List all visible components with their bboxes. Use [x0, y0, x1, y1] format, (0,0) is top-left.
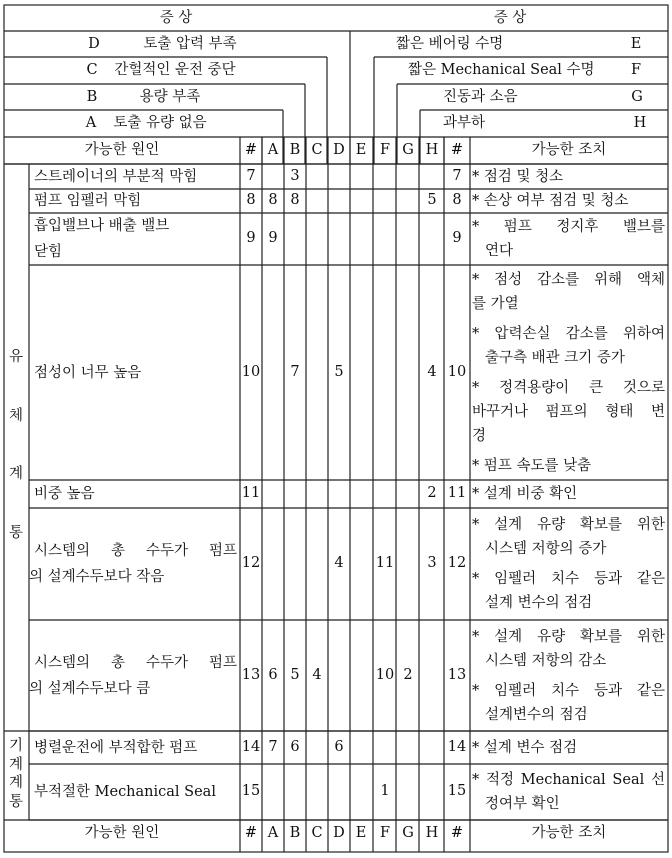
footer-header-cause: 가능한 원인 — [84, 825, 160, 841]
cause-text: 시스템의 총 수두가 펌프 — [34, 654, 237, 671]
symptom-mark-a: 6 — [268, 666, 278, 683]
symptom-mark-h: 4 — [427, 363, 437, 380]
column-header-g: G — [402, 142, 414, 158]
action-item — [472, 215, 665, 263]
action-cell — [472, 513, 665, 615]
action-cell — [472, 168, 665, 186]
action-text: * 설계 유량 확보를 위한 — [472, 628, 665, 645]
symptom-name-d: 토출 압력 부족 — [143, 36, 237, 52]
symptom-mark-f: 10 — [375, 666, 395, 683]
symptom-code-d: D — [88, 36, 100, 52]
group-label-char: 계 — [9, 775, 24, 791]
symptom-name-e: 짧은 베어링 수명 — [396, 36, 504, 52]
action-item — [472, 739, 665, 757]
symptom-mark-g: 2 — [403, 666, 413, 683]
cause-number: 13 — [447, 666, 467, 683]
cause-text: 점성이 너무 높음 — [34, 364, 142, 381]
footer-header-a: A — [267, 825, 279, 841]
action-text: * 정격용량이 큰 것으로 — [472, 379, 665, 396]
cause-text: 시스템의 총 수두가 펌프 — [34, 543, 237, 559]
symptom-mark-a: 9 — [268, 230, 278, 246]
action-item — [472, 454, 665, 478]
column-header-d: D — [333, 142, 345, 158]
cause-number: 14 — [447, 738, 467, 755]
cause-cell — [34, 783, 237, 801]
cause-number: 10 — [447, 363, 467, 380]
column-header-b: B — [289, 142, 301, 158]
symptom-mark-f: 11 — [375, 555, 395, 571]
cause-cell — [34, 213, 237, 265]
action-item — [472, 376, 665, 448]
action-text: * 설계 비중 확인 — [472, 486, 578, 502]
symptom-mark-b: 5 — [290, 666, 300, 683]
action-text: 설계변수의 점검 — [485, 706, 588, 723]
action-text: 시스템 저항의 감소 — [485, 652, 607, 669]
symptom-mark-d: 6 — [334, 738, 344, 755]
action-text: 정여부 확인 — [485, 796, 560, 812]
action-text: 연다 — [485, 243, 514, 259]
cause-number: 12 — [241, 555, 261, 571]
cause-text: 닫힘 — [34, 244, 63, 260]
action-text: * 펌프 속도를 낮춤 — [472, 457, 592, 474]
action-item — [472, 168, 665, 186]
group-label-char: 기 — [9, 738, 24, 754]
footer-header-act: 가능한 조치 — [531, 825, 607, 841]
cause-text: 부적절한 Mechanical Seal — [34, 784, 216, 800]
action-cell — [472, 768, 665, 816]
action-text: * 압력손실 감소를 위하여 — [472, 325, 665, 342]
action-text: * 임펠러 치수 등과 같은 — [472, 571, 665, 587]
action-text: * 임펠러 치수 등과 같은 — [472, 682, 665, 699]
cause-cell — [34, 739, 237, 757]
action-cell — [472, 192, 665, 210]
symptom-mark-f: 1 — [380, 783, 390, 799]
cause-cell — [29, 538, 237, 590]
action-item — [472, 192, 665, 210]
symptom-name-c: 간헐적인 운전 중단 — [114, 62, 236, 78]
column-header-f: F — [379, 142, 391, 158]
column-header-num: # — [244, 142, 258, 158]
column-header-act: 가능한 조치 — [531, 142, 607, 158]
footer-header-num2: # — [450, 825, 464, 841]
cause-number: 9 — [246, 230, 256, 246]
group-label-char: 통 — [9, 524, 24, 541]
symptom-header-right: 증 상 — [493, 10, 527, 26]
symptom-mark-d: 5 — [334, 363, 344, 380]
action-item — [472, 567, 665, 615]
cause-text: 의 설계수두보다 작음 — [29, 569, 165, 585]
action-text: * 점성 감소를 위해 액체 — [472, 271, 665, 288]
action-text: * 설계 변수 점검 — [472, 739, 578, 756]
cause-cell — [34, 192, 237, 210]
group-label-char: 통 — [9, 793, 24, 810]
cause-number: 7 — [452, 167, 462, 184]
symptom-mark-c: 4 — [312, 666, 322, 683]
cause-text: 의 설계수두보다 큼 — [29, 680, 151, 697]
action-text: * 설계 유량 확보를 위한 — [472, 517, 665, 533]
symptom-code-b: B — [86, 89, 98, 105]
cause-cell — [34, 168, 237, 186]
cause-cell — [34, 485, 237, 503]
action-text: 바꾸거나 펌프의 형태 변 — [472, 403, 665, 420]
symptom-code-e: E — [630, 36, 642, 52]
footer-header-f: F — [379, 825, 391, 841]
group-label-char: 계 — [9, 756, 24, 773]
cause-text: 병렬운전에 부적합한 펌프 — [34, 739, 198, 756]
action-text: * 펌프 정지후 밸브를 — [472, 219, 665, 235]
cause-text: 비중 높음 — [34, 486, 95, 502]
action-item — [472, 485, 665, 503]
symptom-mark-h: 5 — [427, 192, 437, 208]
symptom-name-g: 진동과 소음 — [443, 89, 518, 105]
footer-header-h: H — [425, 825, 439, 841]
symptom-code-h: H — [633, 115, 647, 131]
cause-number: 13 — [241, 666, 261, 683]
column-header-cause: 가능한 원인 — [84, 142, 160, 158]
cause-text: 펌프 임펠러 막힘 — [34, 193, 142, 209]
symptom-mark-b: 7 — [290, 363, 300, 380]
action-text: 출구측 배관 크기 증가 — [485, 349, 625, 366]
action-cell — [472, 268, 665, 478]
cause-number: 10 — [241, 363, 261, 380]
action-item — [472, 679, 665, 727]
symptom-mark-h: 2 — [427, 485, 437, 501]
column-header-h: H — [425, 142, 439, 158]
symptom-code-c: C — [86, 62, 98, 78]
footer-header-g: G — [402, 825, 414, 841]
cause-number: 15 — [241, 783, 261, 799]
footer-header-num: # — [244, 825, 258, 841]
symptom-mark-h: 3 — [427, 555, 437, 571]
action-item — [472, 625, 665, 673]
symptom-name-b: 용량 부족 — [139, 89, 201, 105]
column-header-e: E — [355, 142, 367, 158]
action-item — [472, 513, 665, 561]
symptom-code-g: G — [631, 89, 643, 105]
symptom-mark-a: 8 — [268, 192, 278, 208]
action-text: * 적정 Mechanical Seal 선 — [472, 772, 665, 788]
action-text: 경 — [472, 427, 487, 444]
column-header-num2: # — [450, 142, 464, 158]
action-item — [472, 322, 665, 370]
cause-cell — [34, 364, 237, 382]
action-text: * 점검 및 청소 — [472, 168, 564, 185]
symptom-mark-b: 8 — [290, 192, 300, 208]
cause-number: 8 — [452, 192, 462, 208]
group-label-fluid-system — [9, 350, 23, 540]
symptom-name-a: 토출 유량 없음 — [113, 115, 207, 131]
cause-number: 11 — [447, 485, 467, 501]
symptom-header-left: 증 상 — [159, 10, 193, 26]
symptom-name-f: 짧은 Mechanical Seal 수명 — [408, 62, 595, 78]
action-item — [472, 268, 665, 316]
cause-text: 스트레이너의 부분적 막힘 — [34, 168, 198, 185]
action-text: 설계 변수의 점검 — [485, 595, 593, 611]
action-cell — [472, 485, 665, 503]
action-cell — [472, 625, 665, 727]
action-cell — [472, 739, 665, 757]
footer-header-c: C — [311, 825, 323, 841]
group-label-mechanical-system — [9, 739, 23, 809]
action-text: * 손상 여부 점검 및 청소 — [472, 193, 629, 209]
action-cell — [472, 215, 665, 263]
group-label-char: 체 — [9, 407, 24, 424]
symptom-name-h: 과부하 — [443, 115, 486, 131]
symptom-mark-a: 7 — [268, 738, 278, 755]
footer-header-e: E — [355, 825, 367, 841]
column-header-a: A — [267, 142, 279, 158]
symptom-code-f: F — [630, 62, 642, 78]
symptom-mark-b: 6 — [290, 738, 300, 755]
action-text: 시스템 저항의 증가 — [485, 541, 607, 557]
group-label-char: 계 — [9, 466, 24, 482]
column-header-c: C — [311, 142, 323, 158]
action-text: 를 가열 — [472, 295, 519, 312]
cause-number: 15 — [447, 783, 467, 799]
cause-number: 14 — [241, 738, 261, 755]
cause-number: 11 — [241, 485, 261, 501]
symptom-code-a: A — [85, 115, 97, 131]
action-item — [472, 768, 665, 816]
cause-number: 8 — [246, 192, 256, 208]
cause-cell — [29, 650, 237, 702]
cause-text: 흡입밸브나 배출 밸브 — [34, 218, 170, 234]
symptom-mark-d: 4 — [334, 555, 344, 571]
cause-number: 12 — [447, 555, 467, 571]
group-label-char: 유 — [9, 349, 24, 365]
cause-number: 9 — [452, 230, 462, 246]
footer-header-d: D — [333, 825, 345, 841]
footer-header-b: B — [289, 825, 301, 841]
cause-number: 7 — [246, 167, 256, 184]
symptom-mark-b: 3 — [290, 167, 300, 184]
